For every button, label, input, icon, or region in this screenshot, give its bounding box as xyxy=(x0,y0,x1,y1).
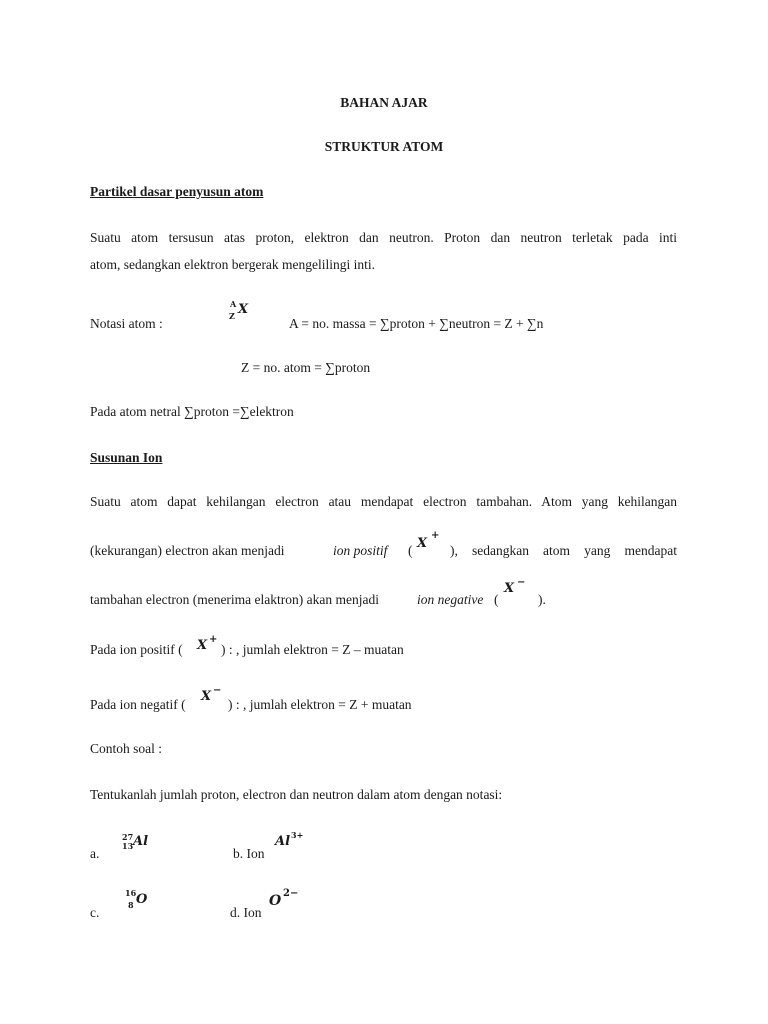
question-label-a: a. xyxy=(90,846,100,861)
question-label-d: d. Ion xyxy=(230,905,262,920)
contoh-soal-label: Contoh soal : xyxy=(90,741,163,756)
paren-close: ). xyxy=(538,592,546,607)
formula-atomic-number: Z = no. atom = ∑proton xyxy=(241,360,371,375)
document-subtitle: STRUKTUR ATOM xyxy=(324,139,444,154)
term-ion-positif: ion positif xyxy=(333,543,388,558)
paragraph-line: ), sedangkan atom yang mendapat xyxy=(450,543,677,558)
formula-mass-number: A = no. massa = ∑proton + ∑neutron = Z + ∑n xyxy=(289,316,544,331)
document-page: BAHAN AJAR STRUKTUR ATOM Partikel dasar penyusun atom Suatu atom tersusun atas proton, elektron dan neutron. Proton dan neutron terletak pada inti atom, sedangkan elektron bergerak mengelilingi inti. Notasi atom : A Z X A = no. massa = ∑proton + ∑neutron = Z + ∑n Z = no. atom = ∑proton Pada atom netral ∑proton =∑elektron Susunan Ion Suatu atom dapat kehilangan electron atau mendapat electron tambahan. Atom yang kehilangan (kekurangan) electron akan menjadi ion positif ( X + ), sedangkan atom yang mendapat tambahan electron (menerima elaktron) akan menjadi ion negative ( X − ). Pada ion positif ( X + ) : , jumlah elektron = Z – muatan Pada ion negatif ( X − ) : , jumlah elektron = Z + muatan Contoh soal : Tentukanlah jumlah proton, electron dan neutron dalam atom dengan notasi: a. 27 13 Al b. Ion Al 3+ c. 16 8 O d. Ion O 2− xyxy=(0,0,768,1024)
paragraph-line: Suatu atom dapat kehilangan electron atau mendapat electron tambahan. Atom yang kehilangan xyxy=(90,494,677,509)
paragraph-line: tambahan electron (menerima elaktron) akan menjadi xyxy=(90,592,379,607)
negative-ion-rule-text: ) : , jumlah elektron = Z + muatan xyxy=(228,697,412,712)
paren: ( xyxy=(408,543,413,558)
notasi-label: Notasi atom : xyxy=(90,316,163,331)
contoh-soal-prompt: Tentukanlah jumlah proton, electron dan neutron dalam atom dengan notasi: xyxy=(90,787,503,802)
paragraph-line: Suatu atom tersusun atas proton, elektron dan neutron. Proton dan neutron terletak pada inti xyxy=(90,230,677,245)
negative-ion-rule: Pada ion negatif ( xyxy=(90,697,186,712)
section-heading-ion: Susunan Ion xyxy=(90,450,163,465)
question-label-c: c. xyxy=(90,905,100,920)
paragraph-line: (kekurangan) electron akan menjadi xyxy=(90,543,285,558)
positive-ion-rule-text: ) : , jumlah elektron = Z – muatan xyxy=(221,642,404,657)
document-title: BAHAN AJAR xyxy=(340,95,428,110)
positive-ion-rule: Pada ion positif ( xyxy=(90,642,183,657)
section-heading-partikel: Partikel dasar penyusun atom xyxy=(90,184,264,199)
neutral-atom-statement: Pada atom netral ∑proton =∑elektron xyxy=(90,404,294,419)
paren: ( xyxy=(494,592,499,607)
question-label-b: b. Ion xyxy=(233,846,265,861)
paragraph-line: atom, sedangkan elektron bergerak mengelilingi inti. xyxy=(90,257,376,272)
term-ion-negative: ion negative xyxy=(417,592,484,607)
